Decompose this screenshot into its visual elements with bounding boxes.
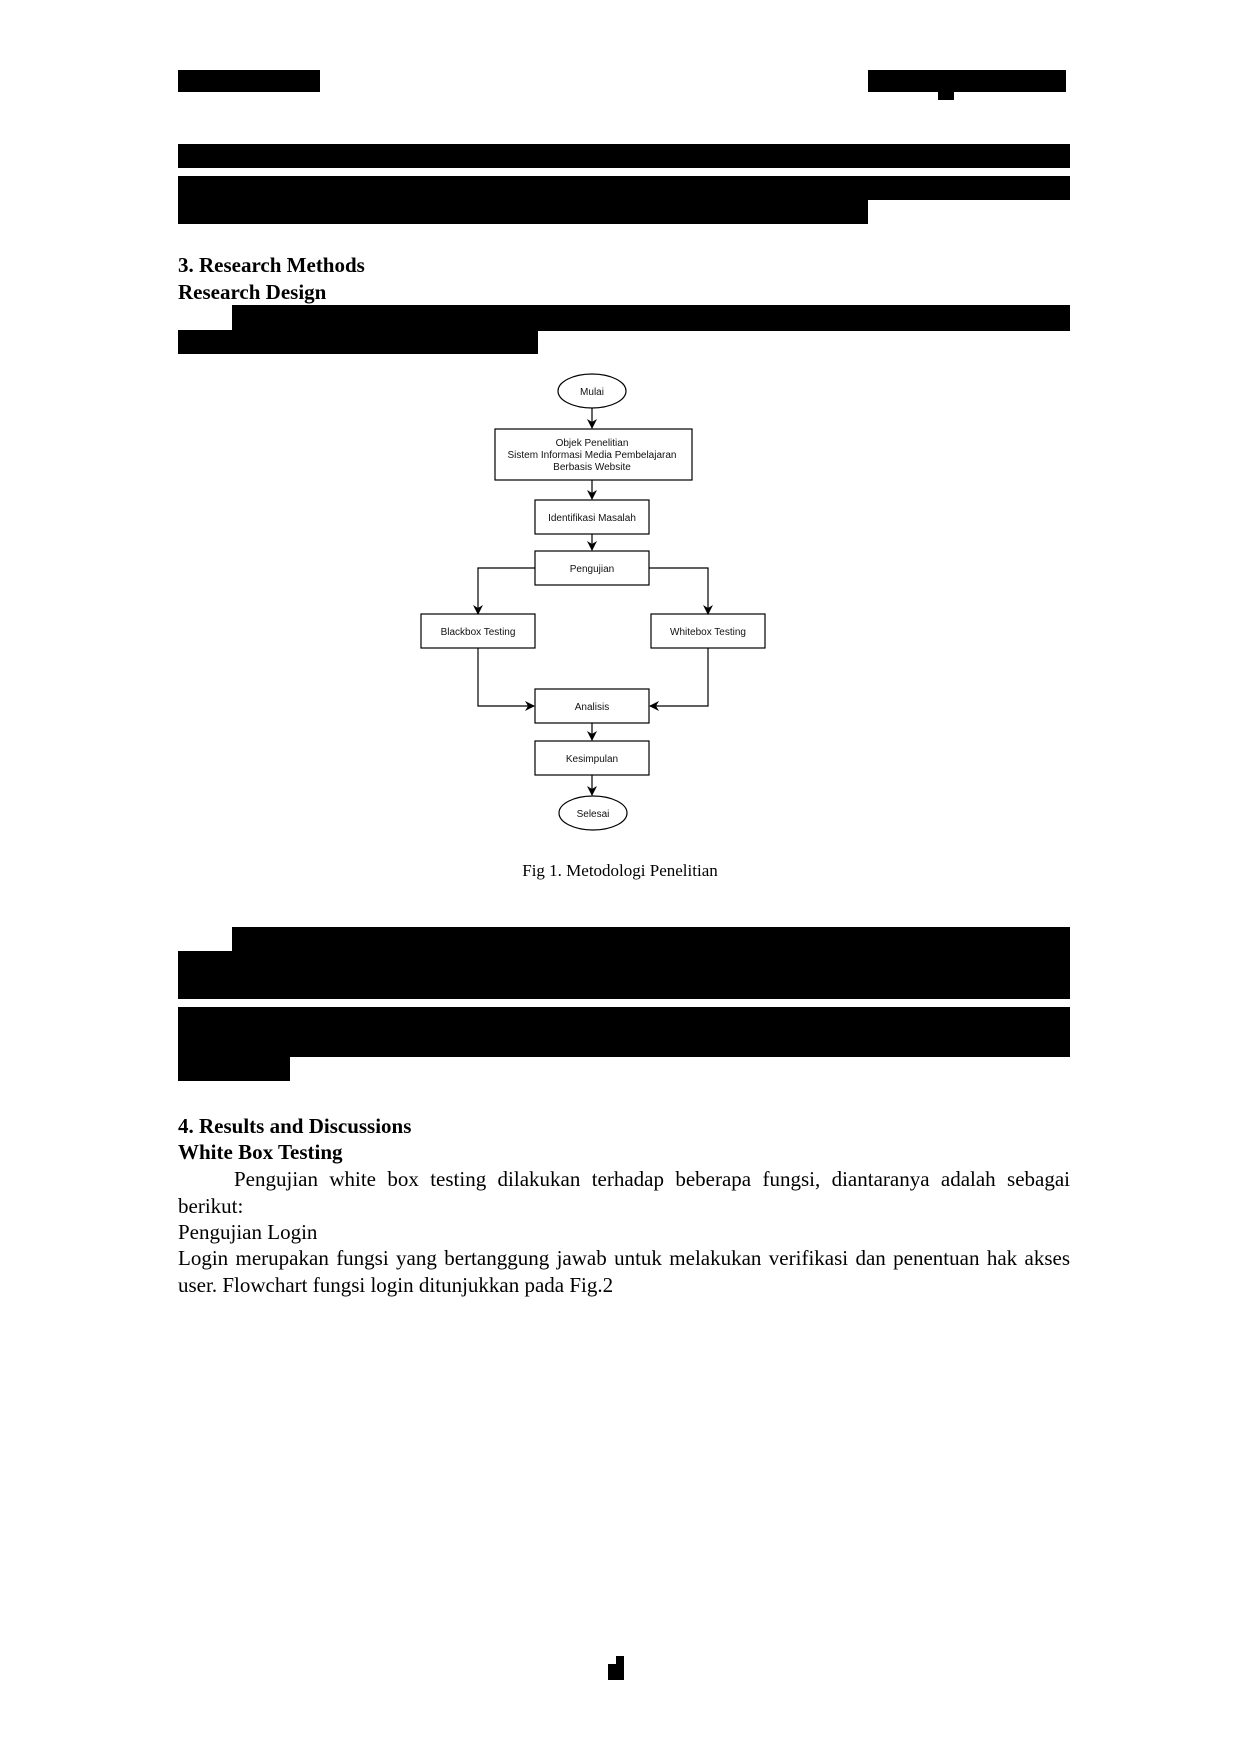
body-paragraph: Pengujian white box testing dilakukan terhadap beberapa fungsi, diantaranya adalah sebagai berikut: bbox=[178, 1167, 1070, 1218]
identify-label: Identifikasi Masalah bbox=[548, 513, 636, 524]
subsection-label: Pengujian Login bbox=[178, 1220, 318, 1244]
testing-label: Pengujian bbox=[569, 564, 615, 575]
analysis-label: Analisis bbox=[574, 702, 610, 713]
figure-caption: Fig 1. Metodologi Penelitian bbox=[522, 861, 718, 880]
whitebox-label: Whitebox Testing bbox=[670, 627, 746, 638]
section-heading: 3. Research Methods bbox=[178, 253, 365, 277]
blackbox-label: Blackbox Testing bbox=[440, 627, 516, 638]
conclusion-label: Kesimpulan bbox=[565, 754, 619, 765]
object-label-3: Berbasis Website bbox=[553, 462, 631, 473]
start-label: Mulai bbox=[580, 387, 604, 398]
end-label: Selesai bbox=[576, 809, 610, 820]
section-heading: 4. Results and Discussions bbox=[178, 1114, 412, 1138]
object-label-2: Sistem Informasi Media Pembelajaran bbox=[507, 450, 677, 461]
object-label-1: Objek Penelitian bbox=[555, 438, 629, 449]
subsection-heading: Research Design bbox=[178, 280, 327, 304]
subsection-heading: White Box Testing bbox=[178, 1140, 343, 1164]
body-paragraph: Login merupakan fungsi yang bertanggung jawab untuk melakukan verifikasi dan penentuan hak akses user. Flowchart fungsi login ditunjukkan pada Fig.2 bbox=[178, 1246, 1070, 1297]
